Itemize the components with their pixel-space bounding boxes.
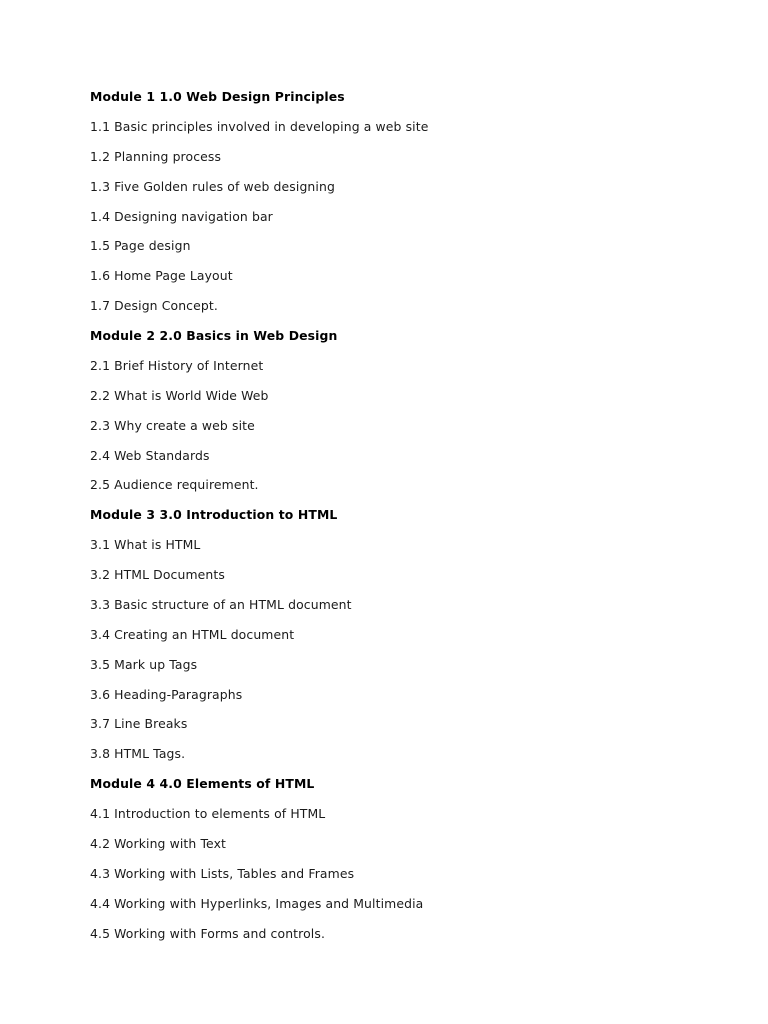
module-topic: 2.2 What is World Wide Web xyxy=(90,387,269,403)
module-topic: 4.3 Working with Lists, Tables and Frames xyxy=(90,865,355,881)
module-topic: 1.2 Planning process xyxy=(90,148,222,164)
module-heading: Module 1 1.0 Web Design Principles xyxy=(90,89,345,104)
module-topic: 1.6 Home Page Layout xyxy=(90,268,233,284)
syllabus-outline xyxy=(90,90,678,941)
module-topic: 3.6 Heading-Paragraphs xyxy=(90,686,243,702)
module-topic: 2.1 Brief History of Internet xyxy=(90,357,264,373)
module-heading: Module 3 3.0 Introduction to HTML xyxy=(90,507,338,523)
module-topic: 1.4 Designing navigation bar xyxy=(90,208,273,224)
module-topic: 3.5 Mark up Tags xyxy=(90,656,198,672)
module-topic: 3.7 Line Breaks xyxy=(90,716,188,732)
module-topic: 3.8 HTML Tags. xyxy=(90,746,186,762)
module-block-2 xyxy=(90,329,678,493)
module-block-3 xyxy=(90,508,678,762)
module-topic: 2.5 Audience requirement. xyxy=(90,477,259,493)
module-topic: 3.2 HTML Documents xyxy=(90,567,225,582)
module-heading: Module 4 4.0 Elements of HTML xyxy=(90,776,315,792)
module-topic: 1.1 Basic principles involved in developing a web site xyxy=(90,118,429,134)
module-topic: 2.4 Web Standards xyxy=(90,447,210,463)
module-topic: 3.4 Creating an HTML document xyxy=(90,626,295,642)
module-topic: 4.4 Working with Hyperlinks, Images and Multimedia xyxy=(90,895,424,911)
module-topic: 4.1 Introduction to elements of HTML xyxy=(90,806,326,821)
module-topic: 4.5 Working with Forms and controls. xyxy=(90,925,326,941)
module-topic: 1.7 Design Concept. xyxy=(90,298,218,314)
module-topic: 4.2 Working with Text xyxy=(90,835,227,851)
module-block-1 xyxy=(90,90,678,314)
module-topic: 3.1 What is HTML xyxy=(90,537,201,553)
module-topic: 1.5 Page design xyxy=(90,238,191,254)
module-topic: 3.3 Basic structure of an HTML document xyxy=(90,596,352,612)
module-topic: 2.3 Why create a web site xyxy=(90,417,255,433)
module-heading: Module 2 2.0 Basics in Web Design xyxy=(90,328,338,343)
module-topic: 1.3 Five Golden rules of web designing xyxy=(90,178,335,194)
module-block-4 xyxy=(90,777,678,941)
